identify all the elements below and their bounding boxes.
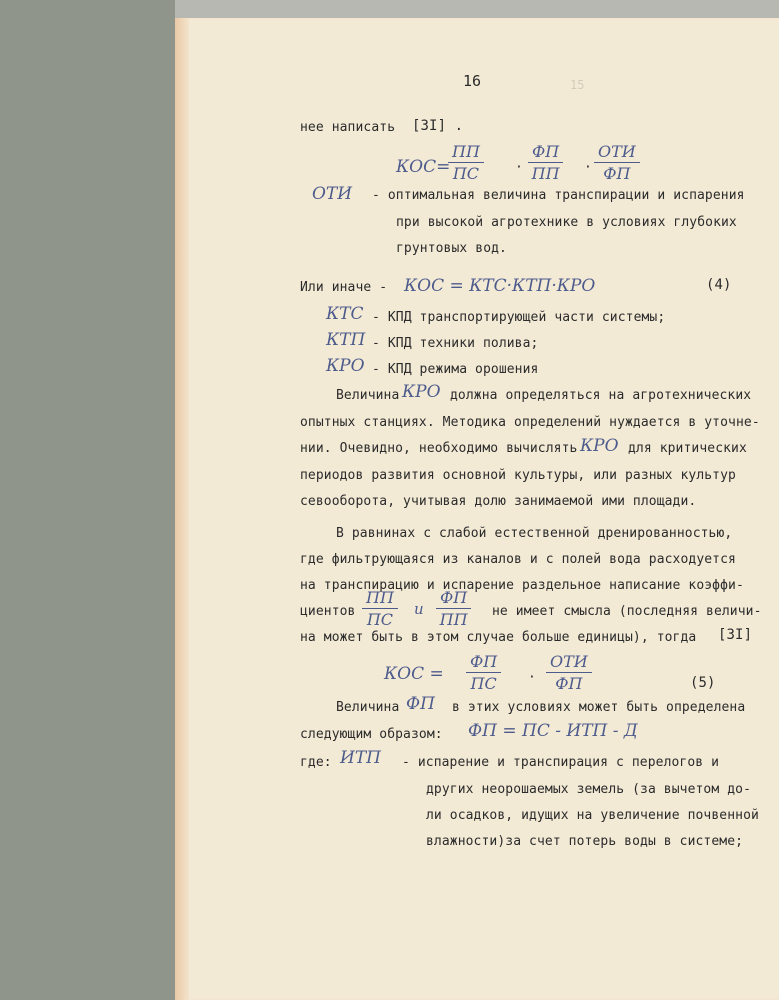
scanner-shadow-strip xyxy=(0,0,175,1000)
multiply-dot: · xyxy=(528,670,536,685)
symbol-itp: ИТП xyxy=(340,748,381,768)
symbol-kts: КТС xyxy=(326,304,364,324)
text-line: Или иначе - xyxy=(300,280,388,295)
definition-line: при высокой агротехнике в условиях глубоких xyxy=(396,215,737,230)
paragraph-line: на может быть в этом случае больше единицы), тогда xyxy=(300,630,697,645)
paragraph-line: для критических xyxy=(628,441,747,456)
formula-fp: ФП = ПС - ИТП - Д xyxy=(468,721,638,741)
paragraph-line: опытных станциях. Методика определений нуждается в уточне- xyxy=(300,415,760,430)
formula-4: КОС = КТС·КТП·КРО xyxy=(404,276,596,296)
fraction-denominator: ПС xyxy=(366,610,394,629)
formula-1-fraction-a xyxy=(448,142,484,183)
paragraph-line: циентов xyxy=(300,604,356,619)
conjunction: и xyxy=(414,600,424,618)
definition-line: грунтовых вод. xyxy=(396,241,507,256)
paragraph-line: в этих условиях может быть определена xyxy=(452,700,746,715)
paragraph-line: В равнинах с слабой естественной дренированностью, xyxy=(336,526,733,541)
symbol-kro: КРО xyxy=(326,356,365,376)
page-number: 16 xyxy=(463,72,482,90)
citation-ref: [3I] xyxy=(718,627,753,643)
formula-5-lhs: КОС = xyxy=(384,664,444,684)
definition-line: - КПД режима орошения xyxy=(372,362,539,377)
paragraph-line: периодов развития основной культуры, или разных культур xyxy=(300,468,736,483)
fraction-numerator: ОТИ xyxy=(594,142,640,163)
symbol-fp-inline: ФП xyxy=(406,694,435,714)
fraction-denominator: ПС xyxy=(452,164,480,183)
definition-line: влажности)за счет потерь воды в системе; xyxy=(426,834,744,849)
fraction-numerator: ПП xyxy=(448,142,484,163)
definition-line: ли осадков, идущих на увеличение почвенной xyxy=(426,808,759,823)
text-line: где: xyxy=(300,755,332,770)
fraction-denominator: ПП xyxy=(531,164,560,183)
symbol-kro-inline: КРО xyxy=(580,436,619,456)
definition-line: - КПД техники полива; xyxy=(372,336,539,351)
paragraph-line: следующим образом: xyxy=(300,727,443,742)
text-line: нее написать xyxy=(300,120,396,135)
formula-5-fraction-b xyxy=(546,652,592,693)
equation-number: (5) xyxy=(690,675,716,691)
definition-line: - КПД транспортирующей части системы; xyxy=(372,310,666,325)
page-edge xyxy=(175,18,189,1000)
formula-1-fraction-c xyxy=(594,142,640,183)
symbol-kro-inline: КРО xyxy=(402,382,441,402)
fraction-numerator: ОТИ xyxy=(546,652,592,673)
inline-fraction-fp-pp xyxy=(436,588,471,629)
paragraph-line: на транспирацию и испарение раздельное написание коэффи- xyxy=(300,578,744,593)
paragraph-line: где фильтрующаяся из каналов и с полей вода расходуется xyxy=(300,552,736,567)
fraction-denominator: ПС xyxy=(470,674,497,693)
symbol-oti: ОТИ xyxy=(312,184,353,204)
multiply-dot: · xyxy=(584,160,592,175)
definition-line: других неорошаемых земель (за вычетом до- xyxy=(426,782,751,797)
multiply-dot: · xyxy=(515,160,523,175)
inline-fraction-pp-ps xyxy=(362,588,398,629)
citation-ref: [3I] . xyxy=(412,118,464,134)
bleed-through-page-number: 15 xyxy=(570,78,585,92)
formula-1-lhs: КОС= xyxy=(396,157,451,177)
fraction-denominator: ПП xyxy=(439,610,468,629)
fraction-numerator: ПП xyxy=(362,588,398,609)
paragraph-line: севооборота, учитывая долю занимаемой ими площади. xyxy=(300,494,697,509)
definition-line: - испарение и транспирация с перелогов и xyxy=(402,755,720,770)
paragraph-line: нии. Очевидно, необходимо вычислять xyxy=(300,441,578,456)
equation-number: (4) xyxy=(706,277,732,293)
paragraph-line: должна определяться на агротехнических xyxy=(450,388,752,403)
paragraph-line: не имеет смысла (последняя величи- xyxy=(492,604,762,619)
fraction-numerator: ФП xyxy=(528,142,563,163)
symbol-ktp: КТП xyxy=(326,330,366,350)
paragraph-line: Величина xyxy=(336,700,400,715)
paragraph-line: Величина xyxy=(336,388,400,403)
fraction-numerator: ФП xyxy=(466,652,501,673)
formula-5-fraction-a xyxy=(466,652,501,693)
formula-1-fraction-b xyxy=(528,142,563,183)
fraction-numerator: ФП xyxy=(436,588,471,609)
definition-line: - оптимальная величина транспирации и испарения xyxy=(372,188,745,203)
fraction-denominator: ФП xyxy=(603,164,631,183)
fraction-denominator: ФП xyxy=(555,674,583,693)
